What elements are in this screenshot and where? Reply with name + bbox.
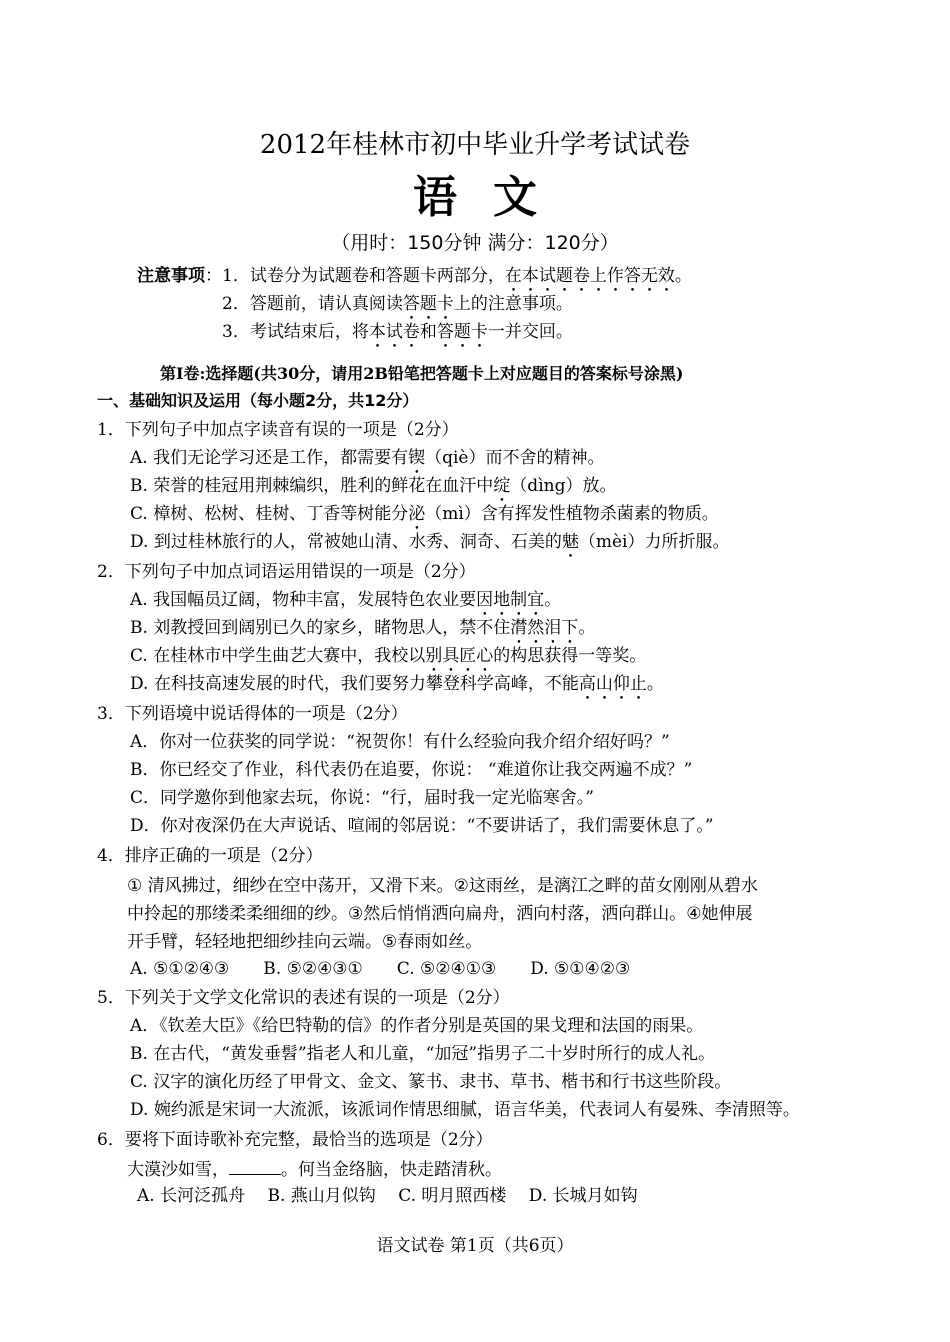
question-3-option-d: D．你对夜深仍在大声说话、喧闹的邻居说：“不要讲话了，我们需要休息了。” — [130, 816, 714, 836]
question-4-options: A. ⑤①②④③ B. ⑤②④③① C. ⑤②④①③ D. ⑤①④②③ — [130, 959, 631, 979]
question-4-passage-line: 开手臂，轻轻地把细纱挂向云端。⑤春雨如丝。 — [127, 932, 483, 952]
question-1-option-d: D. 到过桂林旅行的人，常被她山清、水秀、洞奇、石美的魅（mèi）力所折服。 — [130, 532, 730, 552]
answer-blank — [229, 1156, 281, 1175]
emphasized-text: 答题卡 — [436, 322, 488, 342]
question-4-stem: 4．排序正确的一项是（2分） — [97, 846, 323, 866]
exam-title: 2012年桂林市初中毕业升学考试试卷 — [259, 130, 691, 160]
question-5-option-a: A．《钦差大臣》《给巴特勒的信》的作者分别是英国的果戈理和法国的雨果。 — [130, 1016, 704, 1036]
section1-header: 一、基础知识及运用（每小题2分，共12分） — [97, 391, 419, 410]
question-4-passage-line: ① 清风拂过，细纱在空中荡开，又滑下来。②这雨丝，是漓江之畔的苗女刚刚从碧水 — [127, 876, 758, 896]
question-6-stem: 6．要将下面诗歌补充完整，最恰当的选项是（2分） — [97, 1130, 493, 1150]
question-1-option-b: B. 荣誉的桂冠用荆棘编织，胜利的鲜花在血汗中绽（dìng）放。 — [130, 476, 617, 496]
question-2-option-d: D. 在科技高速发展的时代，我们要努力攀登科学高峰，不能高山仰止。 — [130, 674, 664, 694]
part1-header: 第Ⅰ卷:选择题(共30分，请用2B铅笔把答题卡上对应题目的答案标号涂黑) — [160, 364, 684, 383]
question-3-option-c: C．同学邀你到他家去玩，你说：“行，届时我一定光临寒舍。” — [130, 788, 594, 808]
question-2-option-a: A. 我国幅员辽阔，物种丰富，发展特色农业要因地制宜。 — [130, 590, 562, 610]
page-footer: 语文试卷 第1页（共6页） — [376, 1236, 574, 1256]
question-2-option-c: C. 在桂林市中学生曲艺大赛中，我校以别具匠心的构思获得一等奖。 — [130, 646, 647, 666]
question-3-option-a: A．你对一位获奖的同学说：“祝贺你！有什么经验向我介绍介绍好吗？” — [130, 732, 670, 752]
emphasized-text: 在本试题卷上作答无效 — [504, 266, 675, 286]
question-1-option-c: C. 樟树、松树、桂树、丁香等树能分泌（mì）含有挥发性植物杀菌素的物质。 — [130, 504, 719, 524]
emphasized-text: 本试卷 — [368, 322, 420, 342]
notes-item-3: 3．考试结束后，将本试卷和答题卡一并交回。 — [222, 322, 573, 342]
question-4-passage-line: 中拎起的那缕柔柔细细的纱。③然后悄悄洒向扁舟，洒向村落，洒向群山。④她伸展 — [127, 904, 753, 924]
notes-item-2: 2．答题前，请认真阅读答题卡上的注意事项。 — [222, 294, 573, 314]
question-3-stem: 3．下列语境中说话得体的一项是（2分） — [97, 704, 408, 724]
subject-title: 语文 — [413, 172, 573, 223]
time-info: （用时：150分钟 满分：120分） — [331, 232, 619, 254]
question-5-option-c: C. 汉字的演化历经了甲骨文、金文、篆书、隶书、草书、楷书和行书这些阶段。 — [130, 1072, 732, 1092]
emphasized-text: 答题卡 — [402, 294, 454, 314]
question-5-option-d: D. 婉约派是宋词一大流派，该派词作情思细腻，语言华美，代表词人有晏殊、李清照等。 — [130, 1100, 800, 1120]
question-6-options: A. 长河泛孤舟 B. 燕山月似钩 C. 明月照西楼 D. 长城月如钩 — [137, 1186, 638, 1206]
question-6-poem: 大漠沙如雪， 。何当金络脑，快走踏清秋。 — [127, 1156, 502, 1182]
question-1-stem: 1．下列句子中加点字读音有误的一项是（2分） — [97, 420, 459, 440]
question-2-option-b: B. 刘教授回到阔别已久的家乡，睹物思人，禁不住潸然泪下。 — [130, 618, 596, 638]
question-2-stem: 2．下列句子中加点词语运用错误的一项是（2分） — [97, 562, 476, 582]
question-5-option-b: B. 在古代，“黄发垂髫”指老人和儿童，“加冠”指男子二十岁时所行的成人礼。 — [130, 1044, 716, 1064]
question-5-stem: 5．下列关于文学文化常识的表述有误的一项是（2分） — [97, 988, 510, 1008]
question-3-option-b: B．你已经交了作业，科代表仍在追要，你说： “难道你让我交两遍不成？” — [130, 760, 693, 780]
question-1-option-a: A. 我们无论学习还是工作，都需要有锲（qiè）而不舍的精神。 — [130, 448, 605, 468]
notes-item-1: 注意事项：1．试卷分为试题卷和答题卡两部分，在本试题卷上作答无效。 — [137, 266, 692, 286]
notes-label: 注意事项 — [137, 266, 205, 286]
